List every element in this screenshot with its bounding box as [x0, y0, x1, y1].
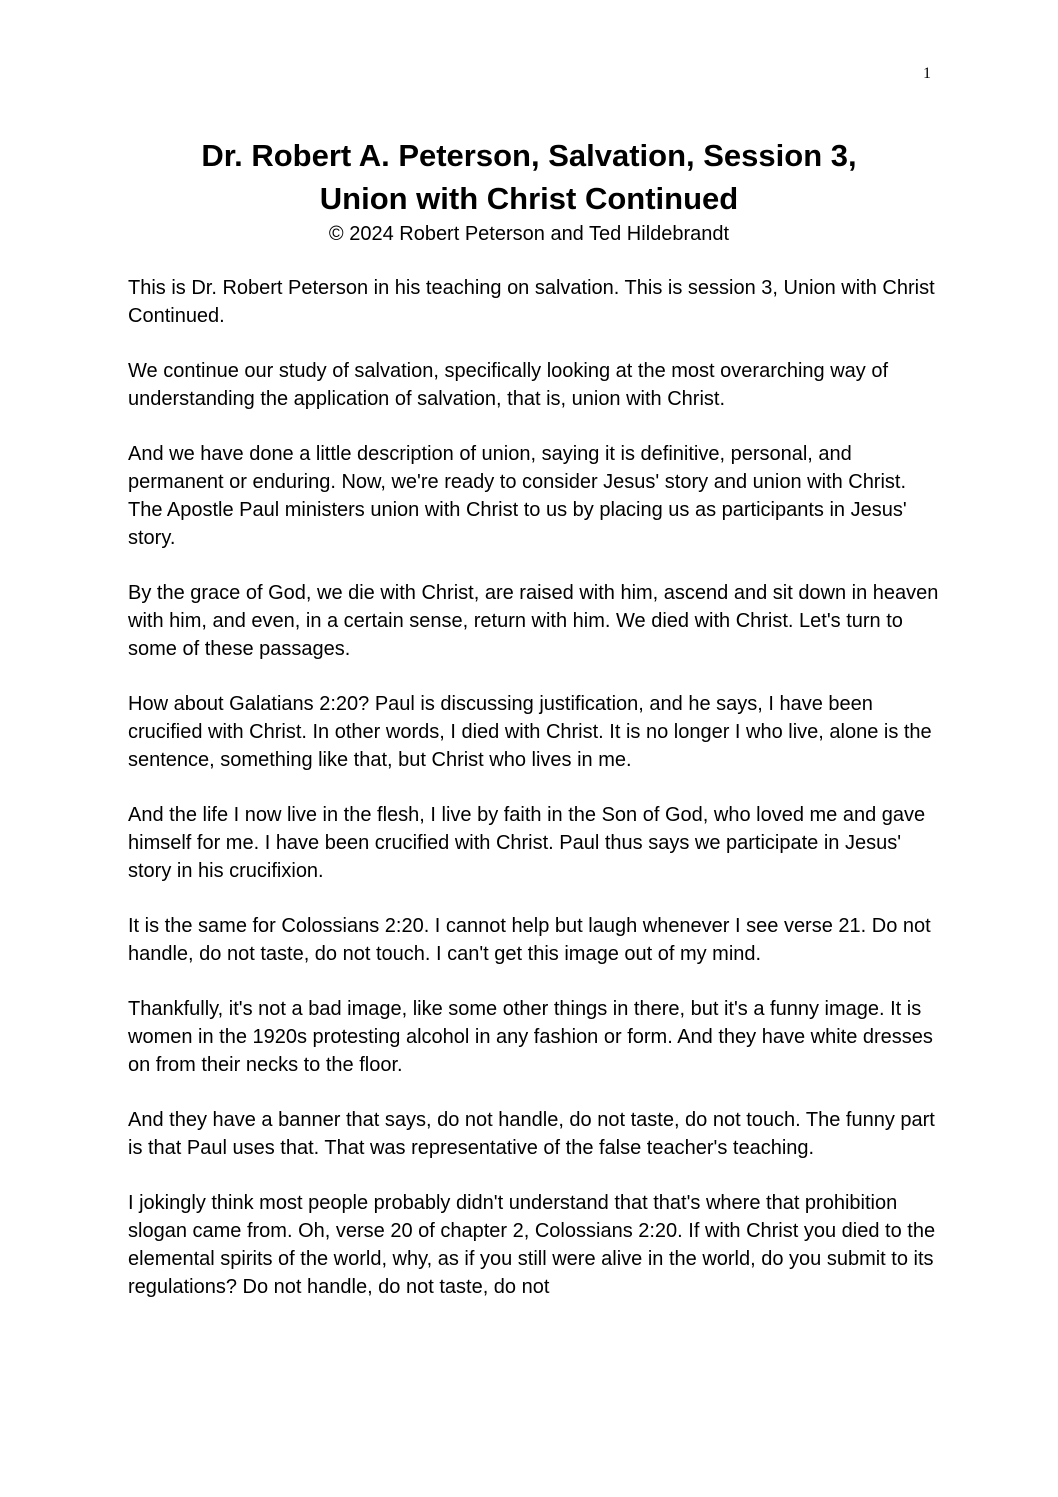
paragraph: I jokingly think most people probably didn't understand that that's where that prohibition slogan came from. Oh, verse 20 of chapter 2, Colossians 2:20. If with Christ you died to the elemental spirits of the world, why, as if you still were alive in the world, do you submit to its regulations? Do not handle, do not taste, do not	[128, 1192, 936, 1298]
paragraph: And the life I now live in the flesh, I live by faith in the Son of God, who loved me and gave himself for me. I have been crucified with Christ. Paul thus says we participate in Jesus' story in his crucifixion.	[128, 804, 926, 882]
title-line-2: Union with Christ Continued	[319, 181, 739, 216]
paragraph: How about Galatians 2:20? Paul is discussing justification, and he says, I have been crucified with Christ. In other words, I died with Christ. It is no longer I who live, alone is the sentence, something like that, but Christ who lives in me.	[128, 693, 932, 771]
page-number: 1	[923, 65, 931, 82]
paragraph: We continue our study of salvation, specifically looking at the most overarching way of understanding the application of salvation, that is, union with Christ.	[128, 360, 889, 410]
copyright-notice: © 2024 Robert Peterson and Ted Hildebrandt	[328, 223, 730, 245]
paragraph: And we have done a little description of union, saying it is definitive, personal, and permanent or enduring. Now, we're ready to consider Jesus' story and union with Christ. The Apostle Paul ministers union with Christ to us by placing us as participants in Jesus' story.	[128, 443, 907, 549]
title-line-1: Dr. Robert A. Peterson, Salvation, Session 3,	[201, 138, 857, 173]
paragraph: It is the same for Colossians 2:20. I cannot help but laugh whenever I see verse 21. Do not handle, do not taste, do not touch. I can't get this image out of my mind.	[128, 915, 931, 965]
paragraph: And they have a banner that says, do not handle, do not taste, do not touch. The funny part is that Paul uses that. That was representative of the false teacher's teaching.	[128, 1109, 935, 1159]
paragraph: By the grace of God, we die with Christ, are raised with him, ascend and sit down in heaven with him, and even, in a certain sense, return with him. We died with Christ. Let's turn to some of these passages.	[128, 582, 939, 660]
paragraph: This is Dr. Robert Peterson in his teaching on salvation. This is session 3, Union with Christ Continued.	[128, 277, 935, 327]
document-body	[128, 274, 940, 1328]
document-title	[100, 134, 958, 220]
paragraph: Thankfully, it's not a bad image, like some other things in there, but it's a funny image. It is women in the 1920s protesting alcohol in any fashion or form. And they have white dresses on from their necks to the floor.	[128, 998, 933, 1076]
